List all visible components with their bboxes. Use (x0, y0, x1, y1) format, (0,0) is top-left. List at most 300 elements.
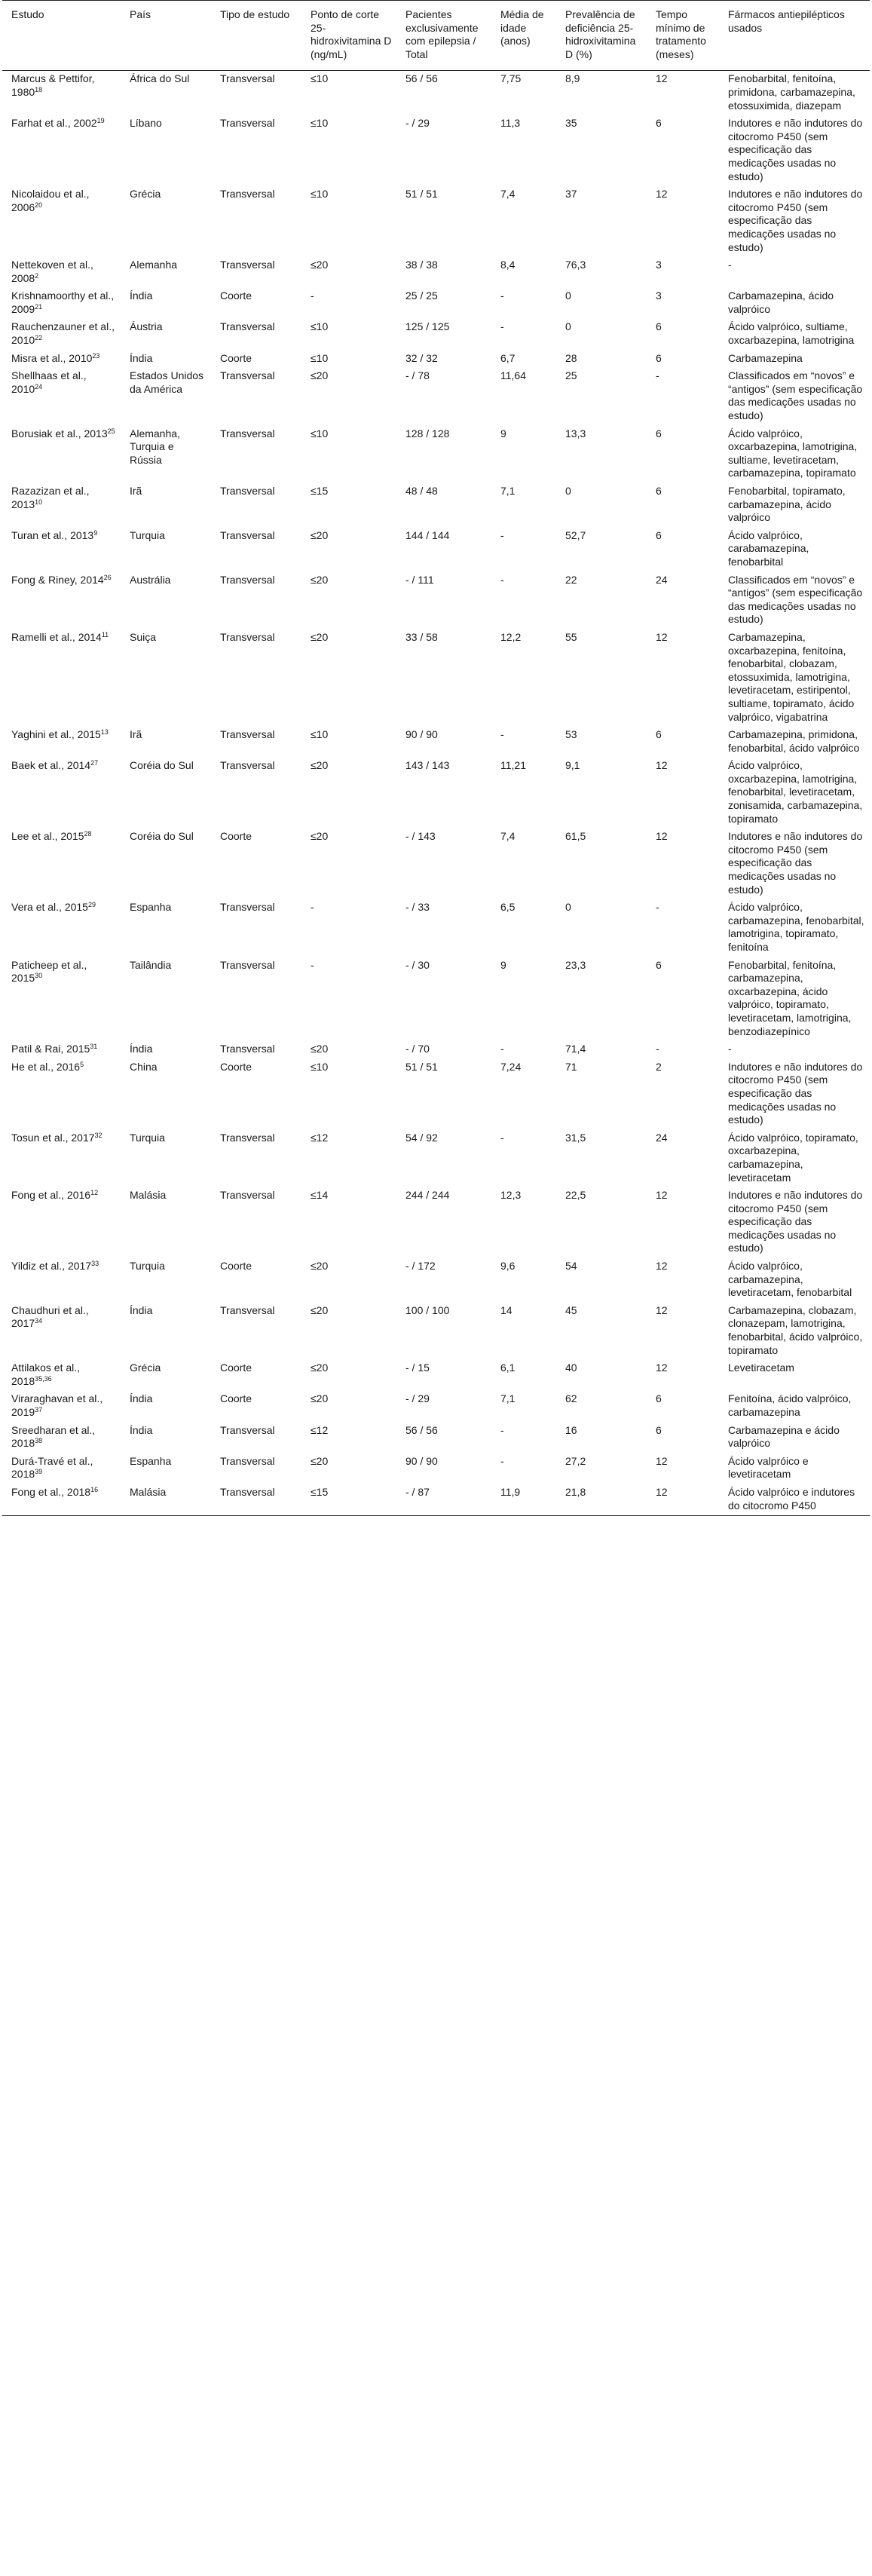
table-row (2, 1360, 870, 1391)
cell-mean-age: 11,3 (500, 117, 521, 130)
cell-patients: 48 / 48 (405, 485, 438, 497)
cell-min-treatment-time: - (656, 901, 659, 914)
cell-prevalence: 71,4 (565, 1043, 586, 1055)
cell-min-treatment-time: 12 (656, 188, 668, 201)
table-row (2, 1391, 870, 1422)
cell-cutoff: ≤20 (311, 630, 329, 643)
cell-mean-age: 6,7 (500, 351, 516, 364)
cell-min-treatment-time: - (656, 1043, 659, 1055)
cell-study-type: Transversal (220, 1131, 275, 1144)
reference-number: 32 (94, 1131, 102, 1139)
reference-number: 29 (87, 901, 96, 909)
cell-antiepileptic-drugs: Fenobarbital, fenitoína, primidona, carbamazepina, etossuximida, diazepam (728, 72, 855, 112)
cell-patients: 51 / 51 (405, 1060, 438, 1073)
cell-mean-age: 14 (500, 1303, 512, 1316)
cell-country: China (130, 1060, 158, 1073)
cell-antiepileptic-drugs: Carbamazepina, primidona, fenobarbital, ácido valpróico (728, 728, 860, 754)
study-citation: Turan et al., 2013 (11, 528, 94, 541)
cell-prevalence: 31,5 (565, 1131, 586, 1144)
cell-prevalence: 23,3 (565, 958, 586, 971)
reference-number: 27 (90, 759, 99, 767)
study-citation: Attilakos et al., 2018 (11, 1362, 81, 1387)
cell-study-type: Transversal (220, 259, 275, 271)
cell-antiepileptic-drugs: Ácido valpróico e indutores do citocromo P450 (728, 1485, 855, 1512)
cell-study-type: Transversal (220, 573, 275, 586)
cell-antiepileptic-drugs: Fenitoína, ácido valpróico, carbamazepina (728, 1392, 852, 1418)
cell-cutoff: ≤12 (311, 1423, 329, 1436)
cell-prevalence: 22 (565, 573, 577, 586)
reference-number: 10 (35, 498, 43, 506)
study-citation: Yaghini et al., 2015 (11, 728, 101, 741)
cell-prevalence: 9,1 (565, 759, 580, 772)
cell-country: Espanha (130, 1454, 172, 1467)
reference-number: 33 (91, 1260, 99, 1268)
cell-study (2, 71, 121, 115)
cell-mean-age: 7,4 (500, 188, 516, 201)
cell-study-type: Transversal (220, 1303, 275, 1316)
cell-study-type: Coorte (220, 289, 252, 302)
table-row (2, 829, 870, 899)
cell-cutoff: ≤20 (311, 1260, 329, 1273)
cell-cutoff: ≤20 (311, 1362, 329, 1374)
cell-antiepileptic-drugs: Indutores e não indutores do citocromo P450 (sem especificação das medicações usadas no estudo) (728, 1060, 863, 1126)
cell-study (2, 319, 121, 350)
cell-study (2, 629, 121, 727)
cell-study-type: Transversal (220, 958, 275, 971)
study-citation: Sreedharan et al., 2018 (11, 1423, 96, 1450)
study-citation: Patil & Rai, 2015 (11, 1043, 90, 1055)
cell-min-treatment-time: 12 (656, 759, 668, 772)
cell-antiepileptic-drugs: Fenobarbital, fenitoína, carbamazepina, oxcarbazepina, ácido valpróico, topiramato, levetiracetam, lamotrigina, benzodiazepínico (728, 958, 852, 1037)
cell-min-treatment-time: - (656, 369, 659, 382)
cell-min-treatment-time: 24 (656, 573, 668, 586)
cell-country: Tailândia (130, 958, 172, 971)
study-citation: Ramelli et al., 2014 (11, 630, 102, 643)
cell-patients: 90 / 90 (405, 728, 438, 741)
cell-country: Irã (130, 728, 142, 741)
table-row (2, 1484, 870, 1516)
cell-country: Irã (130, 485, 142, 497)
cell-study-type: Transversal (220, 1423, 275, 1436)
cell-study (2, 528, 121, 572)
cell-min-treatment-time: 24 (656, 1131, 668, 1144)
cell-country: Suiça (130, 630, 157, 643)
cell-cutoff: ≤20 (311, 1043, 329, 1055)
cell-patients: - / 30 (405, 958, 430, 971)
cell-cutoff: ≤20 (311, 1454, 329, 1467)
cell-min-treatment-time: 12 (656, 1189, 668, 1202)
cell-cutoff: ≤15 (311, 1485, 329, 1498)
reference-number: 19 (96, 117, 105, 125)
cell-prevalence: 16 (565, 1423, 577, 1436)
cell-prevalence: 37 (565, 188, 577, 201)
reference-number: 16 (90, 1485, 99, 1493)
table-row (2, 1187, 870, 1258)
cell-prevalence: 40 (565, 1362, 577, 1374)
cell-cutoff: ≤10 (311, 351, 329, 364)
cell-antiepileptic-drugs: Carbamazepina e ácido valpróico (728, 1423, 840, 1450)
cell-antiepileptic-drugs: Indutores e não indutores do citocromo P450 (sem especificação das medicações usadas no estudo) (728, 1189, 863, 1254)
cell-patients: 54 / 92 (405, 1131, 438, 1144)
cell-country: Coréia do Sul (130, 830, 194, 843)
cell-antiepileptic-drugs: Ácido valpróico, topiramato, oxcarbazepina, carbamazepina, levetiracetam (728, 1131, 858, 1184)
reference-number: 31 (90, 1043, 98, 1051)
cell-study-type: Transversal (220, 528, 275, 541)
cell-study (2, 351, 121, 369)
cell-study (2, 572, 121, 629)
cell-cutoff: ≤20 (311, 1392, 329, 1405)
cell-prevalence: 0 (565, 901, 571, 914)
study-citation: Fong & Riney, 2014 (11, 573, 104, 586)
cell-min-treatment-time: 3 (656, 289, 662, 302)
cell-prevalence: 22,5 (565, 1189, 586, 1202)
cell-patients: 25 / 25 (405, 289, 438, 302)
table-row (2, 727, 870, 758)
cell-patients: - / 172 (405, 1260, 436, 1273)
cell-prevalence: 53 (565, 728, 577, 741)
reference-number: 18 (35, 85, 43, 93)
cell-antiepileptic-drugs: Indutores e não indutores do citocromo P450 (sem especificação das medicações usadas no estudo) (728, 188, 863, 253)
cell-min-treatment-time: 6 (656, 320, 662, 333)
table-row (2, 115, 870, 186)
reference-number: 9 (93, 528, 98, 537)
cell-study-type: Transversal (220, 369, 275, 382)
cell-patients: 51 / 51 (405, 188, 438, 201)
cell-patients: - / 29 (405, 117, 430, 130)
study-citation: Nettekoven et al., 2008 (11, 259, 93, 284)
study-citation: Yildiz et al., 2017 (11, 1260, 92, 1273)
cell-study-type: Transversal (220, 320, 275, 333)
cell-antiepileptic-drugs: Fenobarbital, topiramato, carbamazepina, ácido valpróico (728, 485, 846, 524)
cell-study-type: Transversal (220, 728, 275, 741)
cell-study (2, 257, 121, 288)
cell-antiepileptic-drugs: Ácido valpróico, carabamazepina, fenobarbital (728, 528, 809, 568)
cell-cutoff: ≤20 (311, 259, 329, 271)
cell-prevalence: 0 (565, 320, 571, 333)
cell-prevalence: 0 (565, 289, 571, 302)
cell-cutoff: ≤15 (311, 485, 329, 497)
study-citation: Nicolaidou et al., 2006 (11, 188, 90, 213)
table-row (2, 1059, 870, 1130)
cell-prevalence: 52,7 (565, 528, 586, 541)
cell-mean-age: - (500, 1454, 504, 1467)
cell-study (2, 1303, 121, 1360)
cell-cutoff: ≤20 (311, 573, 329, 586)
reference-number: 28 (84, 830, 92, 838)
cell-min-treatment-time: 6 (656, 528, 662, 541)
cell-study-type: Transversal (220, 630, 275, 643)
reference-number: 37 (35, 1406, 43, 1414)
study-citation: Krishnamoorthy et al., 2009 (11, 289, 115, 315)
cell-antiepileptic-drugs: Ácido valpróico, oxcarbazepina, lamotrigina, sultiame, levetiracetam, carbamazepina, topiramato (728, 427, 858, 479)
cell-country: Grécia (130, 1362, 161, 1374)
cell-prevalence: 71 (565, 1060, 577, 1073)
table-row (2, 257, 870, 288)
cell-mean-age: 9 (500, 958, 506, 971)
cell-cutoff: ≤10 (311, 117, 329, 130)
cell-cutoff: ≤20 (311, 369, 329, 382)
cell-patients: - / 33 (405, 901, 430, 914)
study-citation: Lee et al., 2015 (11, 830, 84, 843)
cell-study-type: Transversal (220, 1485, 275, 1498)
cell-cutoff: ≤14 (311, 1189, 329, 1202)
cell-antiepileptic-drugs: - (728, 1043, 732, 1055)
cell-study-type: Coorte (220, 351, 252, 364)
cell-mean-age: 6,1 (500, 1362, 516, 1374)
table-row (2, 957, 870, 1042)
study-citation: Vera et al., 2015 (11, 901, 88, 914)
cell-patients: 244 / 244 (405, 1189, 450, 1202)
cell-antiepileptic-drugs: - (728, 259, 732, 271)
cell-study-type: Coorte (220, 1362, 252, 1374)
cell-patients: - / 70 (405, 1043, 430, 1055)
cell-patients: 128 / 128 (405, 427, 450, 440)
cell-country: Espanha (130, 901, 172, 914)
cell-cutoff: ≤20 (311, 830, 329, 843)
cell-cutoff: ≤10 (311, 427, 329, 440)
reference-number: 34 (35, 1317, 43, 1325)
table-row (2, 899, 870, 957)
cell-patients: 90 / 90 (405, 1454, 438, 1467)
reference-number: 5 (80, 1060, 84, 1068)
study-citation: Tosun et al., 2017 (11, 1131, 95, 1144)
cell-antiepileptic-drugs: Indutores e não indutores do citocromo P450 (sem especificação das medicações usadas no estudo) (728, 117, 863, 182)
cell-patients: - / 29 (405, 1392, 430, 1405)
cell-mean-age: 6,5 (500, 901, 516, 914)
cell-study-type: Transversal (220, 427, 275, 440)
cell-patients: - / 143 (405, 830, 436, 843)
cell-country: Turquia (130, 1260, 165, 1273)
cell-mean-age: 12,2 (500, 630, 522, 643)
cell-country: Líbano (130, 117, 162, 130)
cell-mean-age: 8,4 (500, 259, 516, 271)
cell-min-treatment-time: 12 (656, 830, 668, 843)
cell-mean-age: - (500, 528, 504, 541)
cell-antiepileptic-drugs: Indutores e não indutores do citocromo P450 (sem especificação das medicações usadas no estudo) (728, 830, 863, 896)
cell-min-treatment-time: 6 (656, 351, 662, 364)
cell-study (2, 426, 121, 483)
cell-study-type: Transversal (220, 1454, 275, 1467)
cell-mean-age: 12,3 (500, 1189, 522, 1202)
cell-patients: 125 / 125 (405, 320, 450, 333)
reference-number: 11 (101, 630, 109, 639)
cell-mean-age: 11,64 (500, 369, 526, 382)
reference-number: 25 (107, 427, 115, 435)
study-citation: Farhat et al., 2002 (11, 117, 97, 130)
table-row (2, 758, 870, 829)
table-row (2, 572, 870, 629)
cell-study (2, 1360, 121, 1391)
cell-patients: - / 15 (405, 1362, 430, 1374)
cell-antiepileptic-drugs: Classificados em “novos” e “antigos” (sem especificação das medicações usadas no estudo) (728, 369, 863, 422)
cell-cutoff: ≤10 (311, 1060, 329, 1073)
study-citation: Paticheep et al., 2015 (11, 958, 87, 985)
cell-patients: 144 / 144 (405, 528, 450, 541)
reference-number: 24 (35, 382, 43, 391)
cell-prevalence: 25 (565, 369, 577, 382)
cell-cutoff: ≤10 (311, 72, 329, 85)
cell-mean-age: 9,6 (500, 1260, 516, 1273)
cell-prevalence: 54 (565, 1260, 577, 1273)
table-row (2, 1041, 870, 1059)
cell-prevalence: 27,2 (565, 1454, 586, 1467)
cell-prevalence: 62 (565, 1392, 577, 1405)
cell-antiepileptic-drugs: Ácido valpróico e levetiracetam (728, 1454, 809, 1481)
cell-study (2, 288, 121, 319)
header-study-type: Tipo de estudo (220, 8, 290, 20)
cell-mean-age: - (500, 289, 504, 302)
cell-study (2, 115, 121, 186)
cell-antiepileptic-drugs: Ácido valpróico, oxcarbazepina, lamotrigina, fenobarbital, levetiracetam, zonisamida, carbamazepina, topiramato (728, 759, 863, 825)
cell-antiepileptic-drugs: Carbamazepina, clobazam, clonazepam, lamotrigina, fenobarbital, ácido valpróico, topiramato (728, 1303, 863, 1356)
cell-study-type: Transversal (220, 72, 275, 85)
study-citation: Fong et al., 2018 (11, 1485, 91, 1498)
cell-study (2, 1423, 121, 1453)
cell-study (2, 186, 121, 257)
cell-study (2, 758, 121, 829)
cell-mean-age: 7,24 (500, 1060, 522, 1073)
cell-antiepileptic-drugs: Carbamazepina (728, 351, 803, 364)
cell-min-treatment-time: 3 (656, 259, 662, 271)
reference-number: 38 (35, 1437, 43, 1445)
cell-prevalence: 61,5 (565, 830, 586, 843)
study-citation: Fong et al., 2016 (11, 1189, 91, 1202)
cell-patients: 33 / 58 (405, 630, 438, 643)
reference-number: 20 (35, 201, 43, 209)
cell-study (2, 727, 121, 758)
cell-min-treatment-time: 6 (656, 1423, 662, 1436)
cell-min-treatment-time: 12 (656, 1303, 668, 1316)
cell-prevalence: 21,8 (565, 1485, 586, 1498)
cell-study-type: Transversal (220, 1043, 275, 1055)
cell-antiepileptic-drugs: Ácido valpróico, carbamazepina, fenobarbital, lamotrigina, topiramato, fenitoína (728, 901, 864, 953)
study-citation: Misra et al., 2010 (11, 351, 93, 364)
cell-patients: 100 / 100 (405, 1303, 450, 1316)
table-row (2, 351, 870, 369)
cell-country: Turquia (130, 528, 165, 541)
table-row (2, 288, 870, 319)
cell-min-treatment-time: 6 (656, 958, 662, 971)
cell-min-treatment-time: 6 (656, 1392, 662, 1405)
header-study: Estudo (11, 8, 44, 20)
cell-antiepileptic-drugs: Ácido valpróico, sultiame, oxcarbazepina, lamotrigina (728, 320, 855, 347)
cell-country: Turquia (130, 1131, 165, 1144)
cell-mean-age: 11,9 (500, 1485, 521, 1498)
cell-min-treatment-time: 2 (656, 1060, 662, 1073)
table-row (2, 528, 870, 572)
header-prevalence: Prevalência de deficiência 25-hidroxivitamina D (%) (565, 8, 636, 60)
cell-study-type: Coorte (220, 1392, 252, 1405)
header-min-treatment-time: Tempo mínimo de tratamento (meses) (656, 8, 706, 60)
cell-country: Malásia (130, 1485, 167, 1498)
study-citation: Viraraghavan et al., 2019 (11, 1392, 103, 1418)
cell-patients: - / 78 (405, 369, 430, 382)
cell-country: Índia (130, 1423, 153, 1436)
table-row (2, 1258, 870, 1303)
cell-study-type: Transversal (220, 1189, 275, 1202)
cell-cutoff: ≤20 (311, 759, 329, 772)
cell-country: Índia (130, 1303, 153, 1316)
cell-patients: 56 / 56 (405, 1423, 438, 1436)
cell-prevalence: 35 (565, 117, 577, 130)
cell-study (2, 1187, 121, 1258)
table-row (2, 186, 870, 257)
reference-number: 21 (35, 302, 43, 311)
cell-cutoff: - (311, 289, 314, 302)
study-citation: Razazizan et al., 2013 (11, 485, 90, 510)
cell-mean-age: 9 (500, 427, 506, 440)
cell-mean-age: - (500, 1131, 504, 1144)
cell-mean-age: 7,4 (500, 830, 516, 843)
cell-country: Índia (130, 351, 153, 364)
table-header-row (2, 1, 870, 71)
cell-patients: 143 / 143 (405, 759, 450, 772)
cell-study-type: Coorte (220, 1260, 252, 1273)
cell-prevalence: 8,9 (565, 72, 580, 85)
cell-mean-age: - (500, 1423, 504, 1436)
cell-mean-age: - (500, 320, 504, 333)
cell-mean-age: - (500, 573, 504, 586)
reference-number: 30 (35, 972, 43, 980)
cell-min-treatment-time: 12 (656, 1362, 668, 1374)
cell-cutoff: - (311, 958, 314, 971)
cell-antiepileptic-drugs: Levetiracetam (728, 1362, 794, 1374)
reference-number: 39 (35, 1468, 43, 1476)
reference-number: 26 (103, 573, 112, 581)
cell-study (2, 1059, 121, 1130)
cell-country: Austrália (130, 573, 171, 586)
cell-study (2, 1391, 121, 1422)
cell-study (2, 368, 121, 425)
cell-mean-age: 7,1 (500, 485, 516, 497)
cell-study-type: Transversal (220, 117, 275, 130)
cell-patients: 38 / 38 (405, 259, 438, 271)
study-citation: Shellhaas et al., 2010 (11, 369, 87, 395)
study-citation: Chaudhuri et al., 2017 (11, 1303, 89, 1330)
header-mean-age: Média de idade (anos) (500, 8, 544, 47)
cell-cutoff: ≤10 (311, 188, 329, 201)
cell-study (2, 829, 121, 899)
study-citation: Borusiak et al., 2013 (11, 427, 108, 440)
cell-antiepileptic-drugs: Carbamazepina, oxcarbazepina, fenitoína, fenobarbital, clobazam, etossuximida, lamotrigina, levetiracetam, estiripentol, sultiame, topiramato, ácido valpróico, vigabatrina (728, 630, 855, 723)
cell-study (2, 1130, 121, 1187)
cell-study-type: Coorte (220, 830, 252, 843)
header-cutoff: Ponto de corte 25-hidroxivitamina D (ng/mL) (311, 8, 392, 60)
header-patients: Pacientes exclusivamente com epilepsia / Total (405, 8, 479, 60)
cell-country: Áustria (130, 320, 163, 333)
study-citation: Durá-Travé et al., 2018 (11, 1454, 93, 1481)
table-row (2, 1130, 870, 1187)
cell-country: Índia (130, 1392, 153, 1405)
table-row (2, 71, 870, 115)
cell-prevalence: 13,3 (565, 427, 586, 440)
cell-cutoff: ≤12 (311, 1131, 329, 1144)
reference-number: 13 (100, 728, 109, 737)
cell-cutoff: ≤20 (311, 1303, 329, 1316)
cell-study-type: Transversal (220, 901, 275, 914)
cell-study-type: Coorte (220, 1060, 252, 1073)
cell-mean-age: - (500, 728, 504, 741)
reference-number: 35,36 (35, 1374, 52, 1383)
cell-cutoff: ≤20 (311, 528, 329, 541)
cell-mean-age: 7,75 (500, 72, 522, 85)
cell-cutoff: - (311, 901, 314, 914)
cell-prevalence: 28 (565, 351, 577, 364)
table-row (2, 629, 870, 727)
table-row (2, 483, 870, 528)
cell-country: Estados Unidos da América (130, 369, 204, 395)
cell-study (2, 1258, 121, 1303)
